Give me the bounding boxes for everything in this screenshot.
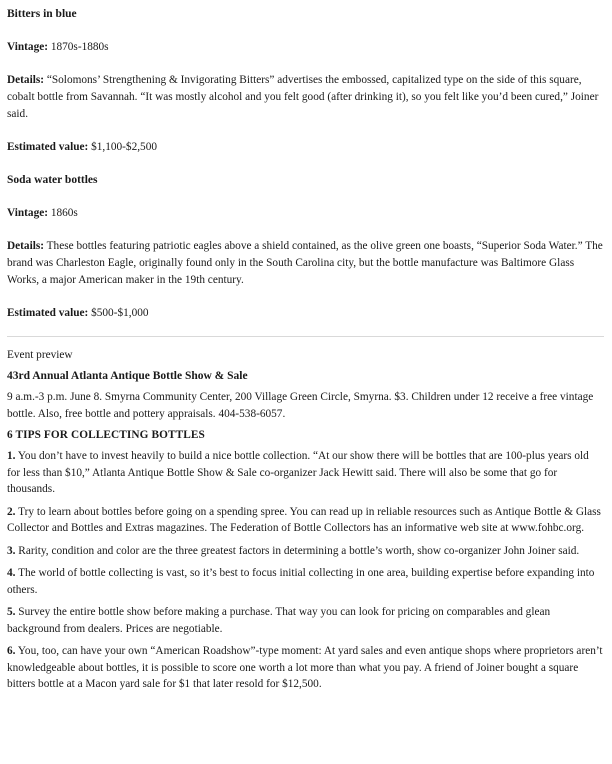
soda-estimated-value <box>7 305 604 322</box>
soda-details <box>7 238 604 289</box>
tip-text: Rarity, condition and color are the three greatest factors in determining a bottle’s worth, show co-organizer John Joiner said. <box>15 544 580 557</box>
tip-item <box>7 543 604 560</box>
tip-text: You don’t have to invest heavily to build a nice bottle collection. “At our show there will be bottles that are 100-plus years old for less than $10,” Atlanta Antique Bottle Show & Sale co-organizer Jack Hewitt said. There will also be some that go for thousands. <box>7 450 589 495</box>
details-text: “Solomons’ Strengthening & Invigorating Bitters” advertises the embossed, capitalized type on the side of this square, cobalt bottle from Savannah. “It was mostly alcohol and you felt good (after drinking it), so you felt like you’d been cured,” Joiner said. <box>7 74 599 120</box>
tip-number: 2. <box>7 505 16 518</box>
tip-text: You, too, can have your own “American Roadshow”-type moment: At yard sales and even antique shops where proprietors aren’t knowledgeable about bottles, it is possible to score one worth a lot more than what you pay. A friend of Joiner bought a square bitters bottle at a Macon yard sale for $1 that later resold for $12,500. <box>7 645 603 690</box>
tip-item <box>7 565 604 598</box>
tip-item <box>7 643 604 693</box>
tip-item <box>7 448 604 498</box>
tip-number: 5. <box>7 606 16 618</box>
value-text: $500-$1,000 <box>88 307 149 319</box>
details-label: Details: <box>7 240 45 252</box>
event-body: 9 a.m.-3 p.m. June 8. Smyrna Community Center, 200 Village Green Circle, Smyrna. $3. Children under 12 receive a free vintage bottle. Also, free bottle and pottery appraisals. 404-538-6057. <box>7 391 594 420</box>
soda-heading: Soda water bottles <box>7 174 98 186</box>
value-label: Estimated value: <box>7 141 89 153</box>
details-label: Details: <box>7 74 45 86</box>
vintage-label: Vintage: <box>7 41 48 53</box>
soda-vintage <box>7 205 604 222</box>
bitters-estimated-value <box>7 139 604 156</box>
event-title: 43rd Annual Atlanta Antique Bottle Show & Sale <box>7 370 248 382</box>
tip-text: The world of bottle collecting is vast, so it’s best to focus initial collecting in one area, building expertise before expanding into others. <box>7 567 595 596</box>
details-text: These bottles featuring patriotic eagles above a shield contained, as the olive green one boasts, “Superior Soda Water.” The brand was Charleston Eagle, originally found only in the South Carolina city, but the bottle manufacture was Baltimore Glass Works, a major American maker in the 19th century. <box>7 240 603 286</box>
vintage-value: 1870s-1880s <box>48 41 109 53</box>
tip-text: Try to learn about bottles before going on a spending spree. You can read up in reliable resources such as Antique Bottle & Glass Collector and Bottles and Extras magazines. The Federation of Bottle Collectors has an informative web site at www.fohbc.org. <box>7 505 601 534</box>
event-section-label: Event preview <box>7 349 73 361</box>
vintage-value: 1860s <box>48 207 78 219</box>
tip-number: 4. <box>7 567 16 579</box>
bitters-heading: Bitters in blue <box>7 8 77 20</box>
bitters-details <box>7 72 604 123</box>
section-divider <box>7 336 604 337</box>
value-label: Estimated value: <box>7 307 89 319</box>
value-text: $1,100-$2,500 <box>88 141 158 153</box>
bitters-vintage <box>7 39 604 56</box>
tip-number: 6. <box>7 645 16 657</box>
tip-item <box>7 604 604 637</box>
tip-number: 3. <box>7 544 16 557</box>
tip-text: Survey the entire bottle show before making a purchase. That way you can look for pricing on comparables and glean background from dealers. Prices are negotiable. <box>7 606 551 635</box>
tip-number: 1. <box>7 450 16 462</box>
vintage-label: Vintage: <box>7 207 48 219</box>
tip-item <box>7 504 604 537</box>
tips-heading: 6 TIPS FOR COLLECTING BOTTLES <box>7 429 205 441</box>
